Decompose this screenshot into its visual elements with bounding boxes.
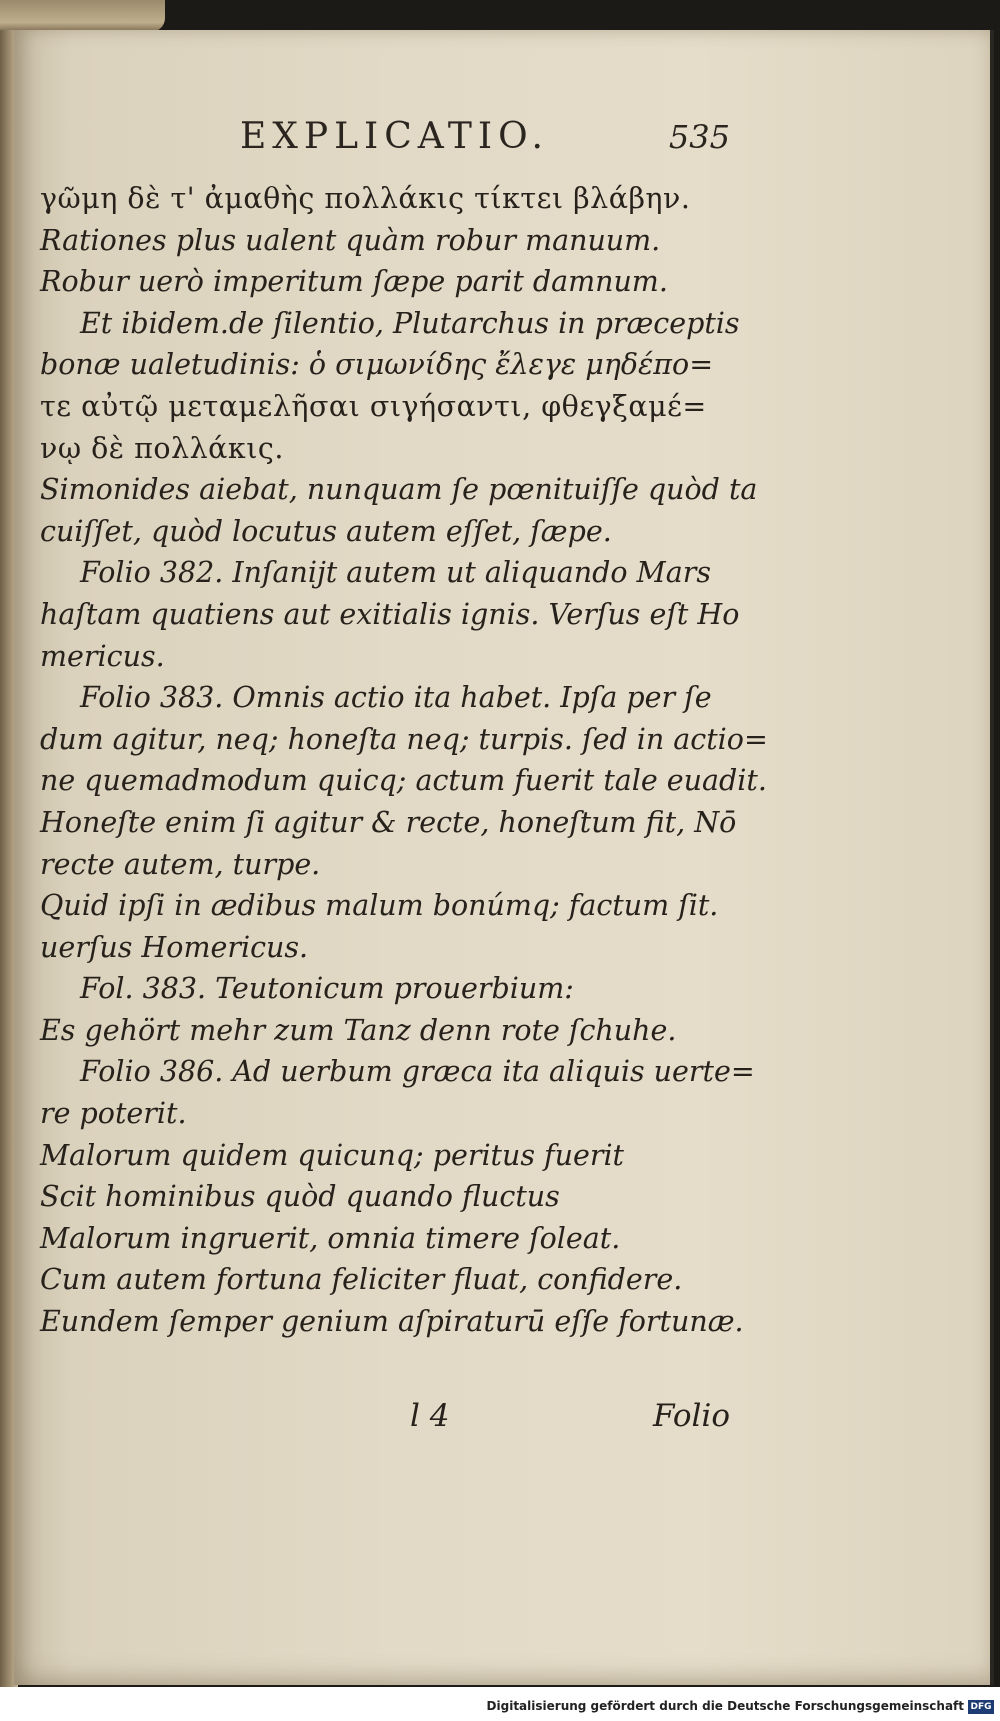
- text-line: Es gehört mehr zum Tanz denn rote ſchuhe.: [40, 1013, 677, 1047]
- page-number: 535: [668, 118, 730, 156]
- text-line: Robur uerò imperitum ſæpe parit damnum.: [40, 265, 668, 299]
- text-line: νῳ δὲ πολλάκις.: [40, 431, 284, 465]
- text-line: mericus.: [40, 639, 165, 673]
- text-line: Cum autem fortuna feliciter fluat, confidere.: [40, 1263, 683, 1297]
- text-line: dum agitur, neq; honeſta neq; turpis. ſed in actio=: [40, 722, 768, 756]
- text-line: γῶμη δὲ τ' ἀμαθὴς πολλάκις τίκτει βλάβην.: [40, 182, 691, 215]
- text-line: haſtam quatiens aut exitialis ignis. Verſus eſt Ho: [40, 597, 740, 631]
- text-line: ne quemadmodum quicq; actum fuerit tale euadit.: [40, 764, 767, 798]
- text-line: Folio 386. Ad uerbum græca ita aliquis uerte=: [80, 1055, 755, 1089]
- text-line: cuiſſet, quòd locutus autem eſſet, ſæpe.: [40, 514, 612, 548]
- signature-line: [40, 1398, 730, 1442]
- digitization-note: Digitalisierung gefördert durch die Deutsche Forschungsgemeinschaft: [486, 1699, 964, 1713]
- text-line: Fol. 383. Teutonicum prouerbium:: [80, 972, 574, 1006]
- dfg-logo: DFG: [968, 1700, 994, 1714]
- digitization-footer: [0, 1687, 1000, 1721]
- text-line: bonæ ualetudinis: ὁ σιμωνίδης ἔλεγε μηδέπο=: [40, 348, 714, 382]
- text-line: Scit hominibus quòd quando fluctus: [40, 1180, 560, 1214]
- catchword: Folio: [653, 1398, 730, 1434]
- text-line: τε αὐτῷ μεταμελῆσαι σιγήσαντι, φθεγξαμέ=: [40, 389, 707, 423]
- text-line: Malorum ingruerit, omnia timere ſoleat.: [40, 1221, 621, 1255]
- text-line: Et ibidem.de ſilentio, Plutarchus in præceptis: [80, 306, 740, 340]
- text-line: Rationes plus ualent quàm robur manuum.: [40, 223, 661, 257]
- page-header: [40, 110, 730, 170]
- text-line: Honeſte enim ſi agitur & recte, honeſtum fit, Nō: [40, 805, 737, 839]
- text-line: Malorum quidem quicunq; peritus fuerit: [40, 1138, 625, 1172]
- text-line: uerſus Homericus.: [40, 930, 309, 964]
- text-line: Folio 383. Omnis actio ita habet. Ipſa per ſe: [80, 681, 712, 715]
- text-line: recte autem, turpe.: [40, 847, 321, 881]
- text-line: Simonides aiebat, nunquam ſe pœnituiſſe quòd ta: [40, 473, 758, 507]
- signature-mark: l 4: [410, 1398, 450, 1434]
- page-corner-flap: [0, 0, 165, 32]
- body-text: [40, 178, 768, 1343]
- text-line: re poterit.: [40, 1097, 187, 1131]
- text-line: Folio 382. Inſanijt autem ut aliquando Mars: [80, 556, 711, 590]
- text-line: Eundem ſemper genium aſpiraturū eſſe fortunæ.: [40, 1305, 744, 1339]
- running-head: EXPLICATIO.: [240, 116, 549, 157]
- text-line: Quid ipſi in ædibus malum bonúmq; factum ſit.: [40, 889, 719, 923]
